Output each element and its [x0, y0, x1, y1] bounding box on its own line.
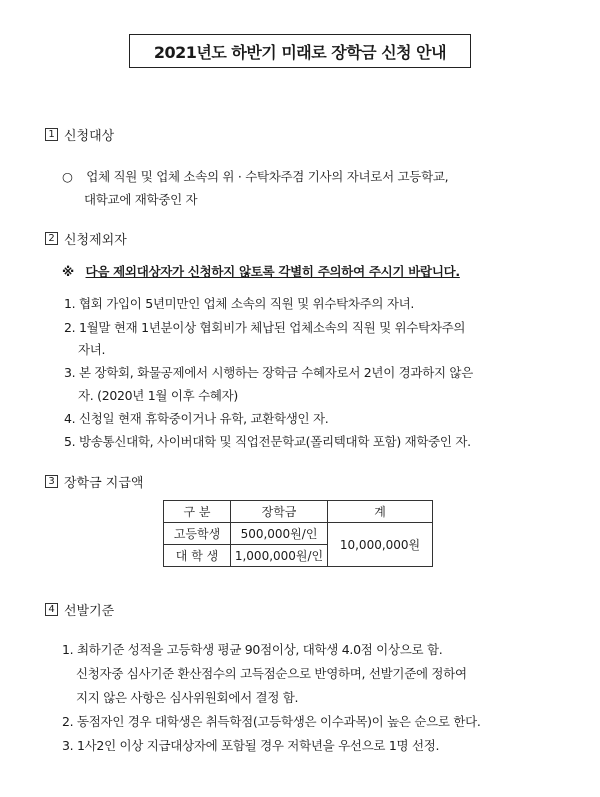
section-2-item-5: 5. 방송통신대학, 사이버대학 및 직업전문학교(폴리텍대학 포함) 재학중인 자.: [64, 434, 471, 449]
table-cell-type: 대 학 생: [164, 545, 231, 567]
section-2-notice: [62, 262, 460, 280]
circle-bullet-icon: ○: [62, 169, 73, 184]
table-header-type: 구 분: [164, 501, 231, 523]
section-1-line-1: [62, 167, 448, 185]
notice-mark-icon: ※: [62, 264, 74, 279]
grant-table: [163, 500, 433, 567]
table-header-total: 계: [328, 501, 433, 523]
section-2-number: 2: [45, 232, 58, 245]
section-4-item-3: 3. 1사2인 이상 지급대상자에 포함될 경우 저학년을 우선으로 1명 선정.: [62, 738, 440, 753]
section-2-item-1: 1. 협회 가입이 5년미만인 업체 소속의 직원 및 위수탁차주의 자녀.: [64, 296, 415, 311]
section-2-item-3-cont: 자. (2020년 1월 이후 수혜자): [78, 388, 238, 403]
section-2-item-2: 2. 1월말 현재 1년분이상 협회비가 체납된 업체소속의 직원 및 위수탁차주의: [64, 320, 466, 335]
table-header-row: [164, 501, 433, 523]
table-cell-total: 10,000,000원: [328, 523, 433, 567]
section-1-number: 1: [45, 128, 58, 141]
section-3-title: 장학금 지급액: [64, 476, 144, 491]
table-cell-type: 고등학생: [164, 523, 231, 545]
section-1-text-1: 업체 직원 및 업체 소속의 위 · 수탁차주겸 기사의 자녀로서 고등학교,: [86, 169, 449, 184]
table-cell-amount: 1,000,000원/인: [231, 545, 328, 567]
section-2-title: 신청제외자: [64, 233, 127, 248]
section-4-item-2: 2. 동점자인 경우 대학생은 취득학점(고등학생은 이수과목)이 높은 순으로 한다.: [62, 714, 481, 729]
page-title: [129, 34, 471, 68]
section-4-item-1-cont-2: 지지 않은 사항은 심사위원회에서 결정 함.: [76, 690, 299, 705]
section-4-item-1: 1. 최하기준 성적을 고등학생 평균 90점이상, 대학생 4.0점 이상으로 함.: [62, 642, 443, 657]
section-4-number: 4: [45, 603, 58, 616]
section-3-heading: [45, 472, 143, 491]
section-2-item-2-cont: 자녀.: [78, 342, 106, 357]
section-2-notice-text: 다음 제외대상자가 신청하지 않토록 각별히 주의하여 주시기 바랍니다.: [85, 264, 460, 279]
section-4-title: 선발기준: [64, 604, 115, 619]
section-2-item-4: 4. 신청일 현재 휴학중이거나 유학, 교환학생인 자.: [64, 411, 329, 426]
table-row: [164, 523, 433, 545]
section-2-heading: [45, 229, 127, 248]
section-1-heading: [45, 125, 114, 144]
section-3-number: 3: [45, 475, 58, 488]
table-header-amount: 장학금: [231, 501, 328, 523]
section-4-item-1-cont-1: 신청자중 심사기준 환산점수의 고득점순으로 반영하며, 선발기준에 정하여: [76, 666, 467, 681]
page-title-text: 2021년도 하반기 미래로 장학금 신청 안내: [153, 42, 447, 62]
section-1-title: 신청대상: [64, 129, 115, 144]
section-1-line-2: 대학교에 재학중인 자: [84, 192, 198, 207]
section-4-heading: [45, 600, 114, 619]
table-cell-amount: 500,000원/인: [231, 523, 328, 545]
section-2-item-3: 3. 본 장학회, 화물공제에서 시행하는 장학금 수혜자로서 2년이 경과하지 않은: [64, 365, 473, 380]
